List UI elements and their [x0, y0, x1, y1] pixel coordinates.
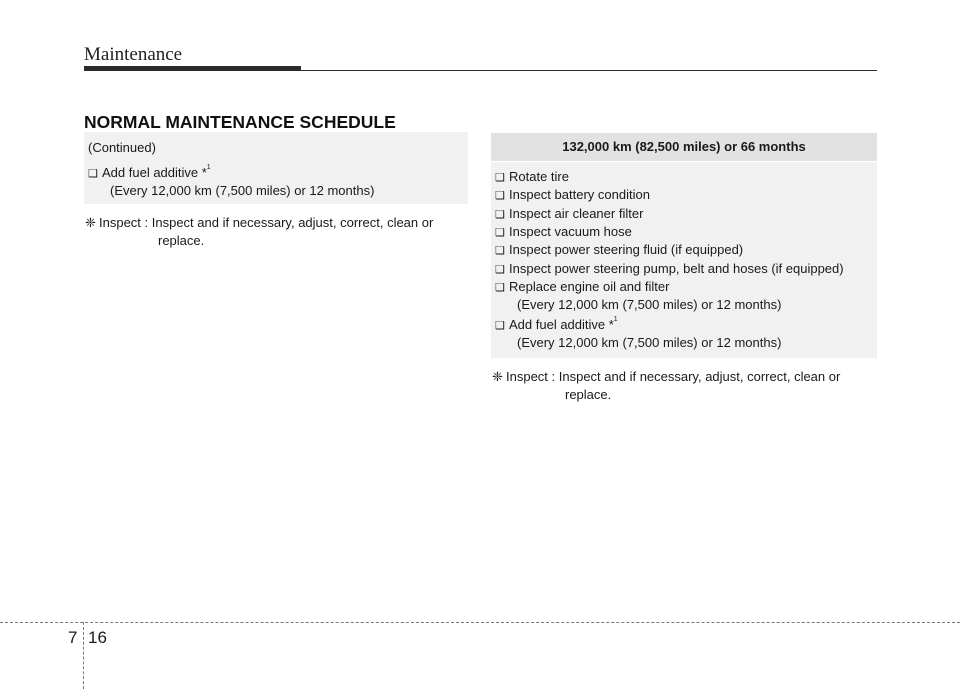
list-item: ❑ Inspect power steering fluid (if equipped)	[495, 242, 744, 257]
chapter-number: 7	[68, 628, 78, 647]
continued-label: (Continued)	[88, 140, 156, 155]
list-item: ❑ Inspect vacuum hose	[495, 224, 632, 239]
list-item: ❑ Replace engine oil and filter	[495, 279, 670, 294]
asterism-icon: ❈	[492, 369, 503, 384]
checkbox-icon: ❑	[495, 245, 505, 257]
list-item-sub: (Every 12,000 km (7,500 miles) or 12 months)	[110, 183, 375, 198]
list-item: ❑ Inspect battery condition	[495, 187, 650, 202]
checkbox-icon: ❑	[495, 320, 505, 332]
checkbox-icon: ❑	[495, 209, 505, 221]
checkbox-icon: ❑	[495, 264, 505, 276]
section-title: NORMAL MAINTENANCE SCHEDULE	[84, 112, 396, 132]
footer-divider	[0, 622, 960, 623]
list-item: ❑ Add fuel additive *$^1$	[495, 316, 618, 332]
continued-box	[84, 132, 468, 204]
list-item-sub: (Every 12,000 km (7,500 miles) or 12 months)	[517, 335, 782, 350]
list-item-sub: (Every 12,000 km (7,500 miles) or 12 months)	[517, 297, 782, 312]
list-item: ❑ Inspect air cleaner filter	[495, 206, 644, 221]
page-header-title: Maintenance	[84, 44, 183, 65]
asterism-icon: ❈	[85, 215, 96, 230]
checkbox-icon: ❑	[495, 227, 505, 239]
checkbox-icon: ❑	[495, 282, 505, 294]
inspect-note: ❈ Inspect : Inspect and if necessary, adjust, correct, clean or replace.	[85, 215, 434, 248]
list-item: ❑ Inspect power steering pump, belt and hoses (if equipped)	[495, 261, 844, 276]
inspect-note: ❈ Inspect : Inspect and if necessary, adjust, correct, clean or replace.	[492, 369, 841, 402]
checkbox-icon: ❑	[88, 168, 98, 180]
list-item: ❑ Rotate tire	[495, 169, 569, 184]
checkbox-icon: ❑	[495, 190, 505, 202]
page-number: 16	[88, 628, 107, 647]
header-rule-thin	[301, 70, 877, 71]
checkbox-icon: ❑	[495, 172, 505, 184]
interval-header: 132,000 km (82,500 miles) or 66 months	[491, 133, 877, 161]
header-rule-thick	[84, 66, 301, 71]
interval-box	[491, 162, 877, 358]
list-item: ❑ Add fuel additive *$^1$	[88, 164, 211, 180]
footer-vertical-divider	[83, 622, 84, 689]
